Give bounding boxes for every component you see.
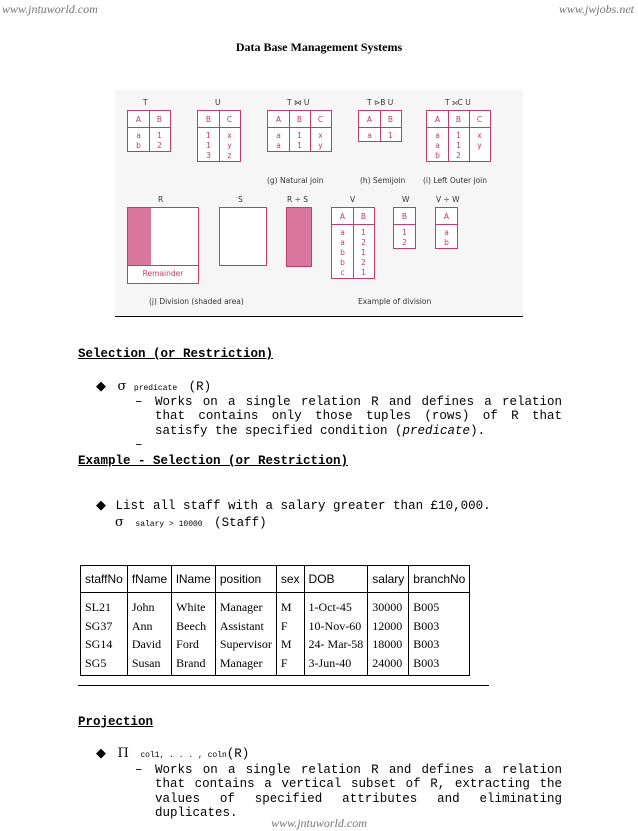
relational-algebra-figure — [115, 90, 523, 315]
relation-frame — [331, 207, 375, 279]
table-cell: SG5 — [81, 654, 128, 676]
relation-column-header: A — [275, 115, 282, 124]
relation-S-box — [219, 207, 267, 266]
relation-column-header: A — [434, 115, 441, 124]
table-cell: Assistant — [215, 617, 276, 636]
label-VdivW: V ÷ W — [436, 195, 460, 204]
relation-cell: x — [227, 131, 232, 140]
relation-frame — [358, 110, 402, 142]
relation-cell: 1 — [157, 131, 162, 140]
relation-cell: a — [276, 141, 281, 150]
relation-R-box — [127, 207, 199, 284]
table-cell: Manager — [215, 654, 276, 676]
table-cell: Susan — [127, 654, 171, 676]
relation-cell: y — [227, 141, 232, 150]
R-shaded-area — [128, 208, 151, 265]
label-T: T — [143, 98, 148, 107]
selection-line3b: predicate — [402, 424, 471, 438]
relation-cell: 1 — [206, 131, 211, 140]
relation-cell: 1 — [361, 248, 366, 257]
label-R: R — [158, 195, 164, 204]
relation-RdivS-box — [286, 207, 312, 267]
relation-cell: c — [340, 268, 345, 277]
relation-column-header: B — [205, 115, 212, 124]
relation-column-header: C — [226, 115, 233, 124]
relation-cell: b — [340, 258, 345, 267]
relation-cell: b — [136, 141, 141, 150]
sigma-symbol: σ — [115, 515, 124, 530]
caption-i: (i) Left Outer join — [423, 176, 488, 185]
relation-cell: 1 — [206, 141, 211, 150]
relation-cell: 1 — [361, 228, 366, 237]
relation-cell: a — [435, 141, 440, 150]
example-text: List all staff with a salary greater than £10,000. — [115, 499, 491, 513]
relation-frame — [426, 110, 491, 162]
projection-line1: Works on a single relation R and defines a relation — [155, 763, 562, 777]
relation-header-divider — [427, 127, 490, 128]
relation-column-header: A — [443, 212, 450, 221]
staff-column-header: DOB — [304, 566, 368, 593]
selection-dash: – — [135, 395, 143, 409]
selection-formula — [96, 379, 211, 396]
table-cell: Ann — [127, 617, 171, 636]
label-louter: T ⟕C U — [445, 98, 471, 107]
table-row — [81, 654, 470, 676]
table-cell: 18000 — [368, 635, 409, 654]
sigma-symbol: σ — [117, 379, 127, 394]
label-RdivS: R ÷ S — [287, 195, 309, 204]
example-heading: Example - Selection (or Restriction) — [78, 454, 349, 468]
relation-cell: 1 — [402, 228, 407, 237]
relation-cell: a — [136, 131, 141, 140]
relation-column-header: B — [455, 115, 462, 124]
selection-heading: Selection (or Restriction) — [78, 347, 274, 361]
selection-dash2: – — [135, 438, 143, 452]
relation-cell: 2 — [456, 151, 461, 160]
table-row — [81, 617, 470, 636]
selection-line3a: satisfy the specified condition ( — [155, 424, 403, 438]
relation-cell: 1 — [297, 141, 302, 150]
selection-line2: that contains only those tuples (rows) of R that — [155, 409, 562, 423]
projection-line4: duplicates. — [155, 806, 238, 820]
projection-line3: values of specified attributes and eliminating — [155, 792, 562, 806]
staff-column-header: position — [215, 566, 276, 593]
projection-arg: (R) — [226, 747, 250, 761]
table-cell: 1-Oct-45 — [304, 593, 368, 617]
relation-cell: 2 — [402, 238, 407, 247]
diamond-bullet-icon: ◆ — [96, 746, 106, 761]
example-text-line — [96, 498, 491, 514]
relation-cell: a — [435, 131, 440, 140]
table-cell: F — [276, 654, 304, 676]
left-watermark: www.jntuworld.com — [2, 2, 98, 16]
relation-cell: x — [318, 131, 323, 140]
relation-cell: b — [435, 151, 440, 160]
relation-cell: z — [227, 151, 232, 160]
table-cell: White — [172, 593, 216, 617]
caption-example: Example of division — [358, 297, 432, 306]
remainder-divider — [128, 265, 198, 266]
figure-rule — [115, 316, 523, 317]
table-cell: 3-Jun-40 — [304, 654, 368, 676]
caption-h: (h) Semijoin — [360, 176, 406, 185]
table-cell: Manager — [215, 593, 276, 617]
staff-table — [80, 565, 470, 676]
table-rule — [78, 685, 489, 686]
table-cell: B005 — [409, 593, 470, 617]
relation-column-header: C — [476, 115, 483, 124]
staff-column-header: salary — [368, 566, 409, 593]
relation-cell: 1 — [456, 131, 461, 140]
relation-frame — [197, 110, 241, 162]
relation-column-header: B — [360, 212, 367, 221]
table-cell: 12000 — [368, 617, 409, 636]
relation-cell: 2 — [361, 258, 366, 267]
table-cell: 10-Nov-60 — [304, 617, 368, 636]
relation-column-header: B — [156, 115, 163, 124]
remainder-label: Remainder — [142, 269, 184, 278]
relation-header-divider — [268, 127, 331, 128]
relation-cell: y — [318, 141, 323, 150]
relation-header-divider — [394, 224, 415, 225]
table-cell: Brand — [172, 654, 216, 676]
staff-column-header: fName — [127, 566, 171, 593]
relation-frame — [435, 207, 458, 249]
staff-column-header: staffNo — [81, 566, 128, 593]
table-cell: B003 — [409, 617, 470, 636]
relation-cell: 1 — [388, 131, 393, 140]
label-join: T ⋈ U — [287, 98, 310, 107]
table-cell: F — [276, 617, 304, 636]
projection-formula — [96, 746, 249, 763]
projection-heading: Projection — [78, 715, 154, 729]
table-cell: B003 — [409, 635, 470, 654]
label-U: U — [215, 98, 221, 107]
projection-subscript: col1, . . . , coln — [140, 751, 227, 760]
table-cell: SG37 — [81, 617, 128, 636]
relation-frame — [267, 110, 332, 152]
selection-line3 — [155, 424, 485, 439]
relation-cell: 1 — [456, 141, 461, 150]
table-cell: 24000 — [368, 654, 409, 676]
table-cell: M — [276, 593, 304, 617]
projection-dash: – — [135, 763, 143, 777]
table-cell: Beech — [172, 617, 216, 636]
staff-body — [81, 593, 470, 676]
relation-cell: 1 — [297, 131, 302, 140]
label-S: S — [238, 195, 243, 204]
table-cell: SL21 — [81, 593, 128, 617]
relation-column-header: A — [135, 115, 142, 124]
right-watermark: www.jwjobs.net — [558, 2, 634, 16]
selection-arg: (R) — [188, 380, 212, 394]
relation-cell: 2 — [361, 238, 366, 247]
table-row — [81, 635, 470, 654]
staff-column-header: lName — [172, 566, 216, 593]
relation-column-header: A — [339, 212, 346, 221]
table-cell: 24- Mar-58 — [304, 635, 368, 654]
table-cell: Supervisor — [215, 635, 276, 654]
relation-cell: b — [444, 238, 449, 247]
relation-cell: a — [340, 228, 345, 237]
pi-symbol: Π — [117, 746, 129, 761]
diamond-bullet-icon: ◆ — [96, 379, 106, 394]
relation-cell: a — [276, 131, 281, 140]
caption-j: (j) Division (shaded area) — [149, 297, 244, 306]
projection-line2: that contains a vertical subset of R, extracting the — [155, 777, 562, 791]
relation-cell: y — [477, 141, 482, 150]
relation-frame — [127, 110, 171, 152]
salary-condition: salary > 10000 — [135, 520, 203, 529]
caption-g: (g) Natural join — [267, 176, 324, 185]
relation-cell: b — [340, 248, 345, 257]
relation-cell: a — [444, 228, 449, 237]
staff-header-row — [81, 566, 470, 593]
label-W: W — [402, 195, 410, 204]
relation-cell: 2 — [157, 141, 162, 150]
footer-watermark: www.jntuworld.com — [271, 816, 367, 830]
predicate-subscript: predicate — [133, 384, 178, 393]
staff-column-header: branchNo — [409, 566, 470, 593]
table-row — [81, 593, 470, 617]
relation-cell: 3 — [206, 151, 211, 160]
table-cell: 30000 — [368, 593, 409, 617]
staff-column-header: sex — [276, 566, 304, 593]
table-cell: David — [127, 635, 171, 654]
relation-header-divider — [436, 224, 457, 225]
table-cell: M — [276, 635, 304, 654]
selection-line1: Works on a single relation R and defines a relation — [155, 395, 562, 409]
example-arg: (Staff) — [214, 516, 267, 530]
relation-cell: a — [340, 238, 345, 247]
example-formula — [115, 515, 267, 532]
selection-line3c: ). — [470, 424, 486, 438]
relation-cell: x — [477, 131, 482, 140]
relation-cell: 1 — [361, 268, 366, 277]
table-cell: John — [127, 593, 171, 617]
diamond-bullet-icon: ◆ — [96, 498, 106, 513]
relation-column-header: B — [401, 212, 408, 221]
relation-column-header: B — [387, 115, 394, 124]
relation-column-header: B — [296, 115, 303, 124]
page-title: Data Base Management Systems — [235, 40, 403, 54]
relation-frame — [393, 207, 416, 249]
table-cell: Ford — [172, 635, 216, 654]
label-V: V — [350, 195, 356, 204]
relation-column-header: A — [366, 115, 373, 124]
table-cell: SG14 — [81, 635, 128, 654]
label-semijoin: T ⊳B U — [367, 98, 394, 107]
relation-cell: a — [367, 131, 372, 140]
relation-column-header: C — [317, 115, 324, 124]
table-cell: B003 — [409, 654, 470, 676]
